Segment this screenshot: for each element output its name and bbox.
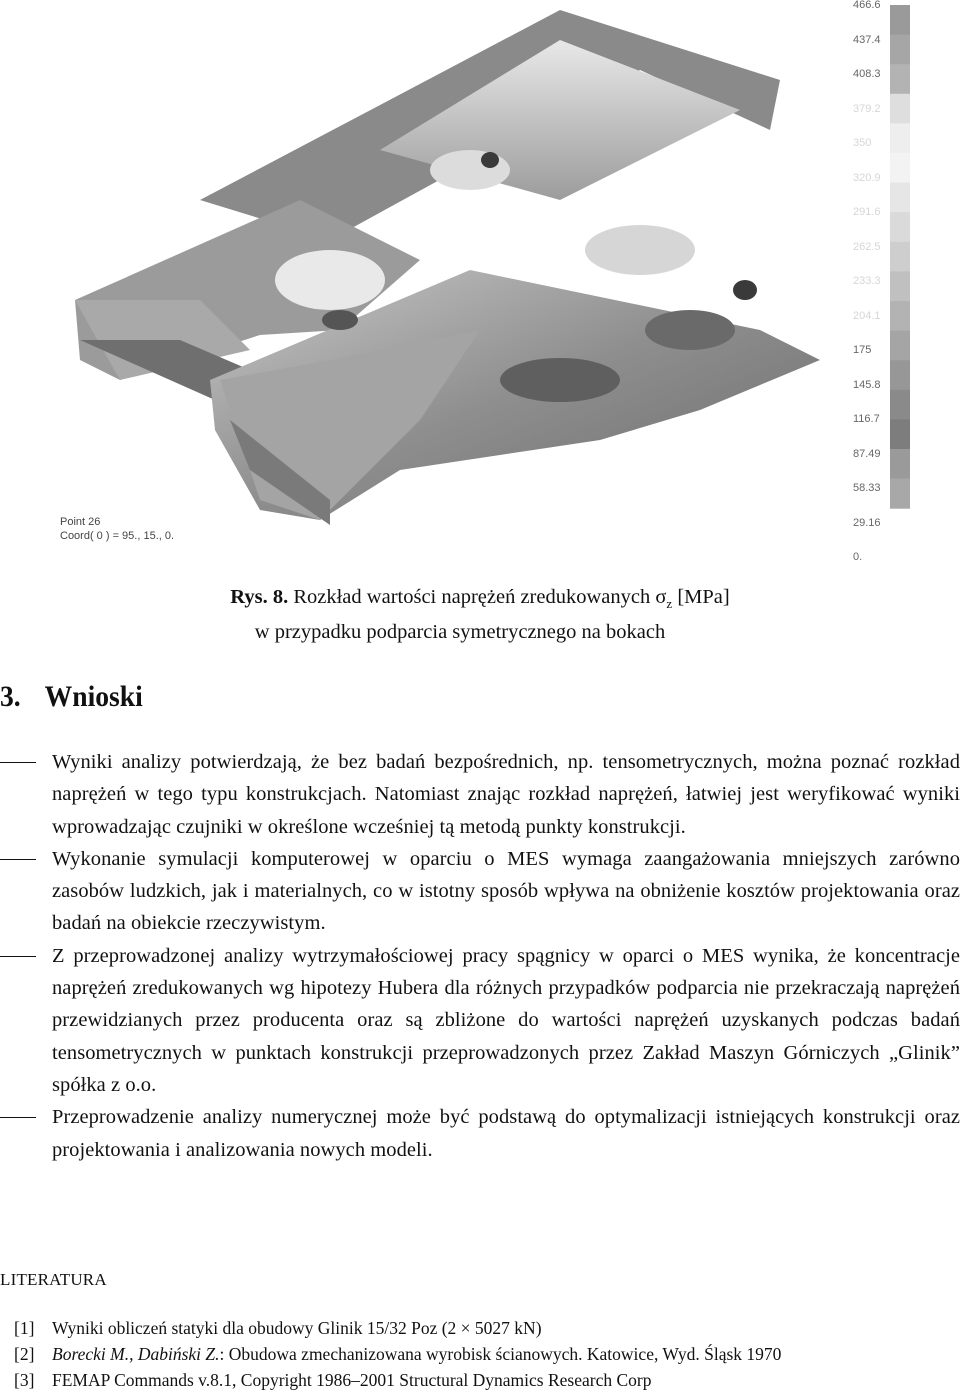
legend-swatch (890, 123, 910, 153)
legend-value: 262.5 (853, 240, 881, 253)
legend-value: 116.7 (853, 413, 880, 425)
caption-sigma-subscript: z (666, 596, 673, 612)
caption-text-line2: w przypadku podparcia symetrycznego na bokach (254, 621, 666, 644)
list-item (0, 746, 960, 843)
legend-value: 379.2 (853, 102, 881, 115)
caption-text-line1: Rozkład wartości naprężeń zredukowanych σ (288, 586, 667, 608)
reference-item (14, 1341, 954, 1367)
legend-value: 320.9 (853, 171, 881, 184)
section-number: 3. (0, 680, 21, 713)
legend-swatch (890, 94, 910, 124)
dash-marker (0, 859, 36, 860)
legend-value: 466.6 (853, 0, 881, 11)
legend-value: 145.8 (853, 378, 881, 391)
legend-swatch (890, 242, 910, 272)
caption-label: Rys. 8. (230, 586, 289, 608)
reference-text: FEMAP Commands v.8.1, Copyright 1986–2001 Structural Dynamics Research Corp (52, 1370, 652, 1390)
legend-swatch (890, 183, 910, 213)
legend-value: 29.16 (853, 516, 881, 529)
reference-number: [2] (14, 1344, 35, 1364)
legend-swatch (890, 390, 910, 420)
dash-marker (0, 956, 36, 957)
legend-swatch (890, 479, 910, 509)
reference-number: [1] (14, 1318, 35, 1338)
reference-text: : Obudowa zmechanizowana wyrobisk ścianowych. Katowice, Wyd. Śląsk 1970 (219, 1344, 782, 1364)
list-item (0, 940, 960, 1101)
reference-list (14, 1315, 954, 1393)
legend-value: 204.1 (853, 309, 881, 322)
legend-value: 408.3 (853, 68, 881, 80)
legend-value: 350 (853, 137, 872, 149)
section-title: Wnioski (44, 680, 143, 713)
bullet-text: Wyniki analizy potwierdzają, że bez badań bezpośrednich, np. tensometrycznych, można poznać rozkład naprężeń w tego typu konstrukcjach. Natomiast znając rozkład naprężeń, łatwiej jest weryfikować wyniki wprowadzając czujniki w określone wcześniej tą metodą punkty konstrukcji. (52, 751, 960, 838)
stress-legend-bar (890, 5, 910, 509)
legend-value: 0. (853, 551, 863, 563)
legend-swatch (890, 419, 910, 449)
legend-value: 175 (853, 344, 872, 356)
caption-unit: [MPa] (672, 586, 730, 608)
stress-zone (275, 250, 385, 310)
legend-swatch (890, 360, 910, 390)
figure-caption (0, 583, 960, 646)
dash-marker (0, 762, 36, 763)
legend-swatch (890, 64, 910, 94)
legend-swatch (890, 301, 910, 331)
reference-item (14, 1315, 954, 1341)
fem-stress-figure (0, 0, 960, 580)
legend-swatch (890, 153, 910, 183)
legend-value: 437.4 (853, 33, 881, 46)
bullet-text: Z przeprowadzonej analizy wytrzymałościowej pracy spągnicy w oparci o MES wynika, że koncentracje naprężeń zredukowanych wg hipotezy Hubera dla różnych przypadków podparcia nie przekraczają naprężeń przewidzianych przez producenta oraz są zbliżone do wartości naprężeń uzyskanych podczas badań tensometrycznych w punktach konstrukcji przeprowadzonych przez Zakład Maszyn Górniczych „Glinik” spółka z o.o. (52, 944, 960, 1096)
point-label: Point 26 (60, 516, 101, 528)
legend-swatch (890, 35, 910, 65)
conclusions-list (0, 746, 960, 1166)
reference-item (14, 1367, 954, 1393)
legend-value: 291.6 (853, 206, 881, 218)
bullet-text: Wykonanie symulacji komputerowej w oparciu o MES wymaga zaangażowania mniejszych zarówno zasobów ludzkich, jak i materialnych, co w istotny sposób wpływa na obniżenie kosztów projektowania oraz badań na obiekcie rzeczywistym. (52, 847, 960, 935)
literature-heading: LITERATURA (0, 1270, 107, 1289)
dash-marker (0, 1117, 36, 1118)
coord-label: Coord( 0 ) = 95., 15., 0. (60, 530, 175, 542)
legend-value: 58.33 (853, 482, 881, 494)
bullet-text: Przeprowadzenie analizy numerycznej może być podstawą do optymalizacji istniejących konstrukcji oraz projektowania i analizowania nowych modeli. (52, 1106, 960, 1161)
list-item (0, 1101, 960, 1166)
legend-swatch (890, 5, 910, 35)
fem-model-render (0, 0, 960, 580)
reference-number: [3] (14, 1370, 35, 1390)
legend-value: 233.3 (853, 275, 881, 287)
legend-swatch (890, 212, 910, 242)
reference-text: Wyniki obliczeń statyki dla obudowy Glinik 15/32 Poz (2 × 5027 kN) (52, 1318, 542, 1338)
legend-swatch (890, 331, 910, 361)
legend-value: 87.49 (853, 447, 881, 460)
reference-authors: Borecki M., Dabiński Z. (52, 1344, 220, 1364)
legend-swatch (890, 449, 910, 479)
section-heading (0, 680, 143, 714)
legend-swatch (890, 271, 910, 301)
list-item (0, 843, 960, 940)
